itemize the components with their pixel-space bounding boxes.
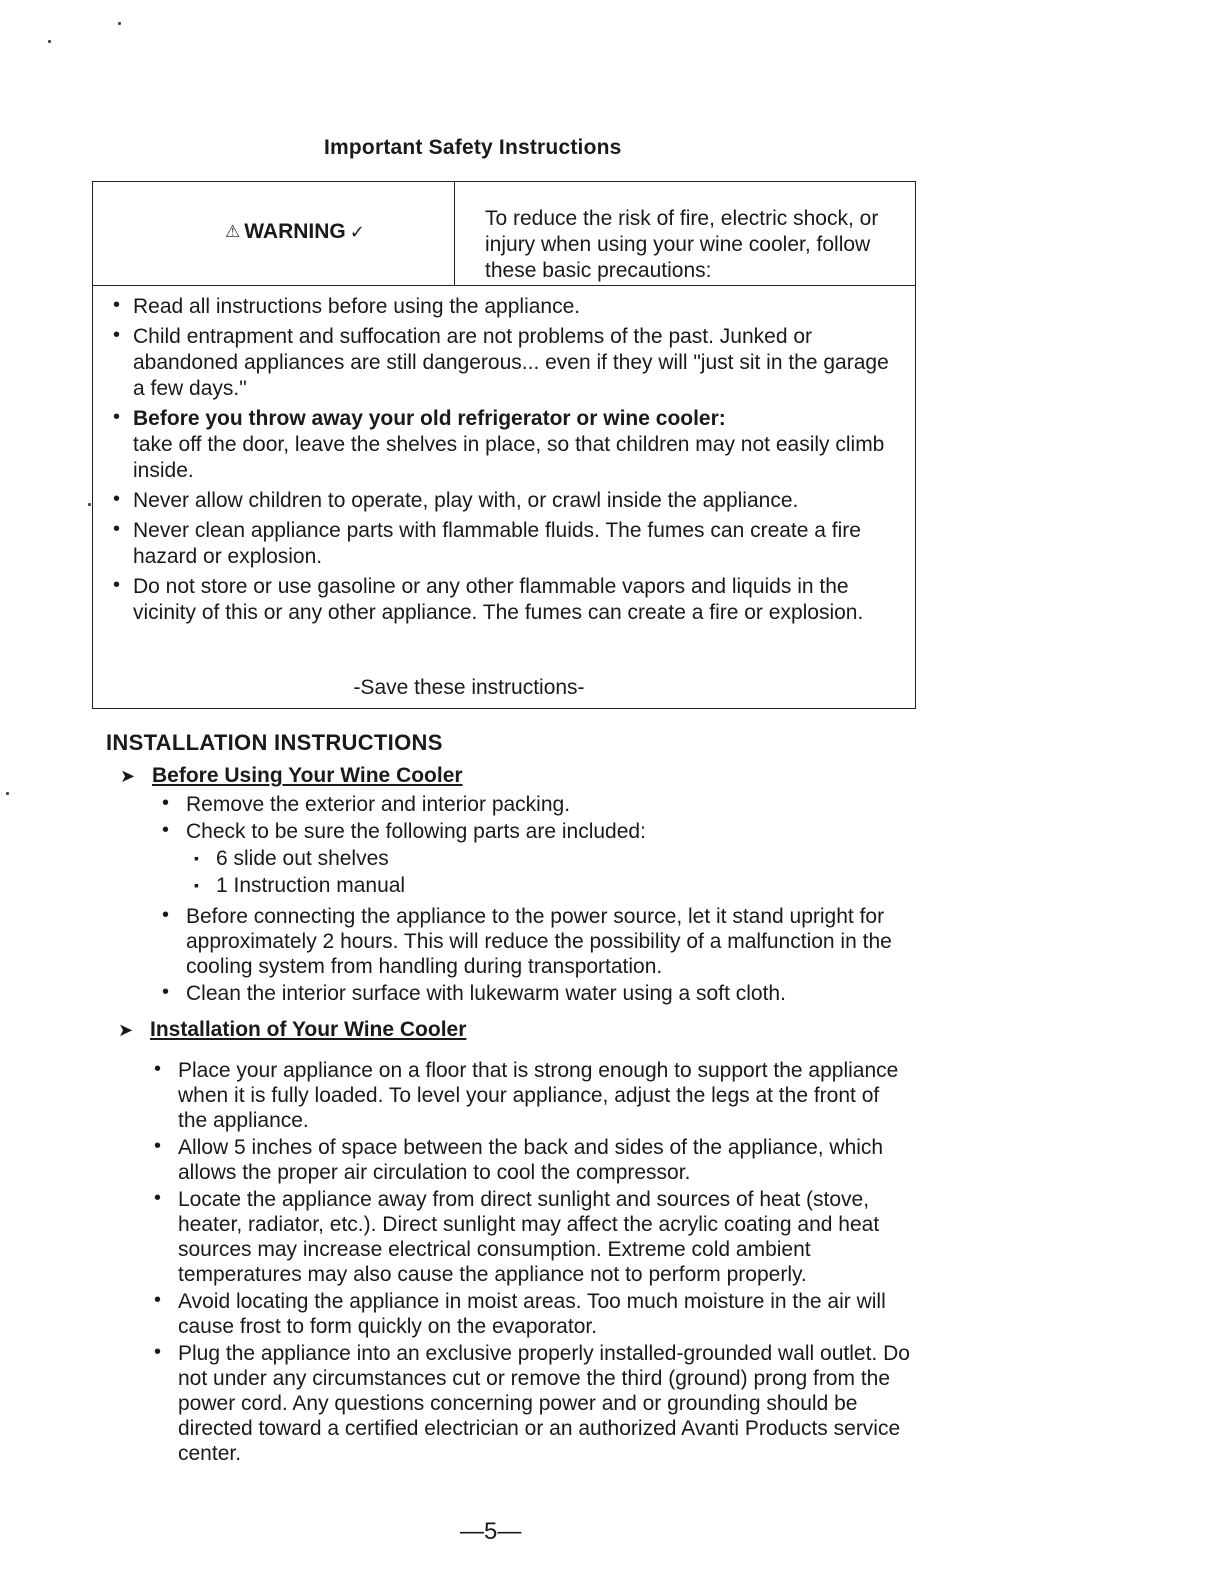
arrow-bullet-icon: ➤ <box>118 1019 134 1040</box>
scan-speck <box>48 40 51 43</box>
part-item: ▪ 1 Instruction manual <box>186 873 920 898</box>
before-using-heading <box>120 764 463 788</box>
part-item: ▪ 6 slide out shelves <box>186 846 920 871</box>
warning-triangle-icon: ⚠ <box>225 222 241 241</box>
warning-label <box>225 220 365 244</box>
before-using-list <box>160 792 920 1008</box>
safety-instructions-box <box>92 181 916 709</box>
list-item: • Allow 5 inches of space between the back and sides of the appliance, which allows the proper air circulation to cool the compressor. <box>152 1135 912 1185</box>
list-item: • Remove the exterior and interior packing. <box>160 792 920 817</box>
list-item: • Never allow children to operate, play with, or crawl inside the appliance. <box>111 488 901 514</box>
page-number: —5— <box>460 1518 522 1545</box>
list-item: • Clean the interior surface with lukewarm water using a soft cloth. <box>160 981 920 1006</box>
list-item: • Place your appliance on a floor that is strong enough to support the appliance when it is fully loaded. To level your appliance, adjust the legs at the front of the appliance. <box>152 1058 912 1133</box>
list-item: • Locate the appliance away from direct sunlight and sources of heat (stove, heater, radiator, etc.). Direct sunlight may affect the acrylic coating and heat sources may increase electrical consumption. Extreme cold ambient temperatures may also cause the appliance not to perform properly. <box>152 1187 912 1287</box>
page-title: Important Safety Instructions <box>324 136 622 159</box>
warning-header-row <box>93 182 915 286</box>
safety-list <box>111 294 901 630</box>
installation-heading: INSTALLATION INSTRUCTIONS <box>106 730 443 755</box>
warning-text-label: WARNING <box>244 220 346 243</box>
installation-of-heading <box>118 1018 466 1042</box>
list-item: • Plug the appliance into an exclusive properly installed-grounded wall outlet. Do not under any circumstances cut or remove the third (ground) prong from the power cord. Any questions concerning power and or grounding should be directed toward a certified electrician or an authorized Avanti Products service center. <box>152 1341 912 1466</box>
installation-list <box>152 1058 912 1468</box>
parts-list <box>186 846 920 898</box>
list-item: • Child entrapment and suffocation are not problems of the past. Junked or abandoned appliances are still dangerous... even if they will "just sit in the garage a few days." <box>111 324 901 402</box>
installation-of-title: Installation of Your Wine Cooler <box>150 1018 467 1041</box>
arrow-bullet-icon: ➤ <box>120 765 136 786</box>
list-item: • Before connecting the appliance to the power source, let it stand upright for approximately 2 hours. This will reduce the possibility of a malfunction in the cooling system from handling during transportation. <box>160 904 920 979</box>
warning-description: To reduce the risk of fire, electric shock, or injury when using your wine cooler, follow these basic precautions: <box>485 207 879 282</box>
scan-speck <box>88 503 91 506</box>
list-item: • Never clean appliance parts with flammable fluids. The fumes can create a fire hazard or explosion. <box>111 518 901 570</box>
list-item: • Check to be sure the following parts are included: ▪ 6 slide out shelves ▪ 1 Instruction manual <box>160 819 920 898</box>
before-using-title: Before Using Your Wine Cooler <box>152 764 463 787</box>
scan-speck <box>6 792 9 795</box>
bold-lead-text: Before you throw away your old refrigerator or wine cooler: <box>133 407 726 430</box>
check-mark-icon: ✓ <box>349 221 365 242</box>
list-item: • Before you throw away your old refrigerator or wine cooler: take off the door, leave the shelves in place, so that children may not easily climb inside. <box>111 406 901 484</box>
list-item: • Avoid locating the appliance in moist areas. Too much moisture in the air will cause frost to form quickly on the evaporator. <box>152 1289 912 1339</box>
warning-label-cell <box>93 182 455 285</box>
list-item: • Do not store or use gasoline or any other flammable vapors and liquids in the vicinity of this or any other appliance. The fumes can create a fire or explosion. <box>111 574 901 626</box>
scan-speck <box>118 22 121 25</box>
save-note: -Save these instructions- <box>353 676 585 699</box>
list-item: • Read all instructions before using the appliance. <box>111 294 901 320</box>
